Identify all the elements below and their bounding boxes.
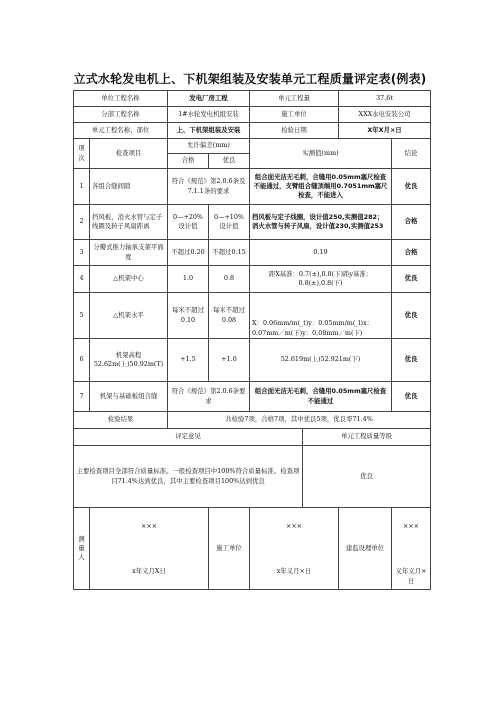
table-row	[74, 293, 431, 339]
row-item: △机架水平	[90, 293, 168, 339]
row-excellent: 0.8	[209, 266, 250, 293]
row-measured: 挡风板与定子线圈，设计值250,实测值282；消火水管与转子风扇，设计值230,实测值253	[250, 205, 392, 240]
measurer-cell	[90, 508, 209, 590]
measurer-label: 测量人	[74, 508, 90, 590]
row-result: 优良	[392, 293, 431, 339]
row-excellent: 每米不超过0.08	[209, 293, 250, 339]
summary-row	[74, 412, 431, 429]
grade-label: 单元工程质量等级	[303, 429, 431, 446]
row-index: 3	[74, 240, 90, 266]
col-qualified-header: 合格	[168, 154, 209, 169]
quantity-value: 37.6t	[339, 91, 431, 107]
row-tolerance: 符合《规范》第2.0.6条要求	[168, 382, 250, 412]
evaluation-row	[74, 446, 431, 508]
supervision-name: ×××	[402, 522, 420, 530]
row-measured: X：0.06mm/m(_t)y：0.05mm/m(_l)x：0.07mm／m(下)y：0.08mm／m(下)	[250, 293, 392, 339]
construction-label: 施工单位	[209, 508, 250, 590]
row-excellent: +1.0	[209, 339, 250, 382]
opinion-label: 评定意见	[74, 429, 303, 446]
row-item: 机架高程52.62m(上)50.92m(T)	[90, 339, 168, 382]
table-row	[74, 240, 431, 266]
header-row-1	[74, 91, 431, 107]
element-label: 单元工程名称、部位	[74, 123, 168, 139]
row-qualified: 1.0	[168, 266, 209, 293]
header-row-2	[74, 107, 431, 123]
row-result: 合格	[392, 240, 431, 266]
element-value: 上、下机架组装及安装	[168, 123, 250, 139]
measurer-date: x年义月X日	[132, 567, 166, 576]
col-measured-header: 实测值(mm)	[250, 139, 392, 169]
row-measured: 组合面光洁无毛刺，合缝用0.05mm塞尺检查不能通过	[250, 382, 392, 412]
row-measured: 52.619m(上)52.921m(下)	[250, 339, 392, 382]
table-row	[74, 169, 431, 205]
summary-label: 检验结果	[74, 412, 168, 429]
construction-unit-label: 施工单位	[250, 107, 339, 123]
col-conclusion-header: 结论	[392, 139, 431, 169]
construction-name: ×××	[285, 522, 303, 530]
row-excellent: 0—+10%设计值	[209, 205, 250, 240]
table-row	[74, 205, 431, 240]
signature-row	[74, 508, 431, 590]
unit-project-value: 发电厂房工程	[168, 91, 250, 107]
evaluation-header-row	[74, 429, 431, 446]
row-measured: 组合面光洁无毛刺，合缝用0.05mm塞尺检查不能通过，支臂组合缝顶端用0.7051mm塞尺检查，不能进入	[250, 169, 392, 205]
construction-unit-value: XXX水电安装公司	[339, 107, 431, 123]
construction-date: x年义月×日	[276, 567, 312, 576]
row-qualified: 每米不超过0.10	[168, 293, 209, 339]
header-row-3	[74, 123, 431, 139]
row-index: 4	[74, 266, 90, 293]
date-label: 检验日期	[250, 123, 339, 139]
col-item-header: 检查项目	[90, 139, 168, 169]
row-index: 1	[74, 169, 90, 205]
row-qualified: +1.5	[168, 339, 209, 382]
grade-value: 优良	[303, 446, 431, 508]
row-measured: 距X基准：0.7(±),0.8(下)距y基准：0.8(±),0.8(下)	[250, 266, 392, 293]
row-item: 机架与基础板组合缝	[90, 382, 168, 412]
row-excellent: 不超过0.15	[209, 240, 250, 266]
col-index-header: 项次	[74, 139, 90, 169]
row-qualified: 不超过0.20	[168, 240, 209, 266]
construction-cell	[250, 508, 339, 590]
row-index: 6	[74, 339, 90, 382]
quantity-label: 单元工程量	[250, 91, 339, 107]
col-tolerance-header: 允许偏差(mm)	[168, 139, 250, 154]
unit-project-label: 单位工程名称	[74, 91, 168, 107]
column-header-row	[74, 139, 431, 154]
table-row	[74, 339, 431, 382]
row-tolerance: 符合《规范》第2.0.6条及7.1.1条的要求	[168, 169, 250, 205]
sub-project-value: 1#水轮发电机组安装	[168, 107, 250, 123]
supervision-label: 建监设理单位	[339, 508, 392, 590]
quality-evaluation-table	[73, 90, 431, 590]
row-item: 挡风板、消火水管与定子线圈及转子风扇距离	[90, 205, 168, 240]
row-item: △机架中心	[90, 266, 168, 293]
summary-value: 共检验7项，合格7项，其中优良5项，优良率71.4%	[168, 412, 431, 429]
sub-project-label: 分部工程名称	[74, 107, 168, 123]
row-result: 优良	[392, 169, 431, 205]
row-index: 7	[74, 382, 90, 412]
measurer-name: ×××	[140, 522, 158, 530]
supervision-cell	[392, 508, 431, 590]
supervision-date: 义年义月×日	[395, 567, 427, 585]
row-result: 优良	[392, 339, 431, 382]
col-excellent-header: 优良	[209, 154, 250, 169]
row-result: 优良	[392, 266, 431, 293]
table-row	[74, 382, 431, 412]
opinion-text: 主要检查项目全部符合质量标准。一般检查项目中100%符合质量标准。检查项目71.4%达到优良，其中主要检查项目100%达到优良	[74, 446, 303, 508]
row-result: 合格	[392, 205, 431, 240]
page-title: 立式水轮发电机上、下机架组装及安装单元工程质量评定表(例表)	[73, 72, 427, 86]
row-index: 2	[74, 205, 90, 240]
table-row	[74, 266, 431, 293]
row-item: 分瓣式推力轴承支架平面度	[90, 240, 168, 266]
row-item: 各组合缝间隙	[90, 169, 168, 205]
row-qualified: 0—+20%设计值	[168, 205, 209, 240]
row-result: 优良	[392, 382, 431, 412]
row-index: 5	[74, 293, 90, 339]
date-value: X年X月×日	[339, 123, 431, 139]
row-measured: 0.19	[250, 240, 392, 266]
